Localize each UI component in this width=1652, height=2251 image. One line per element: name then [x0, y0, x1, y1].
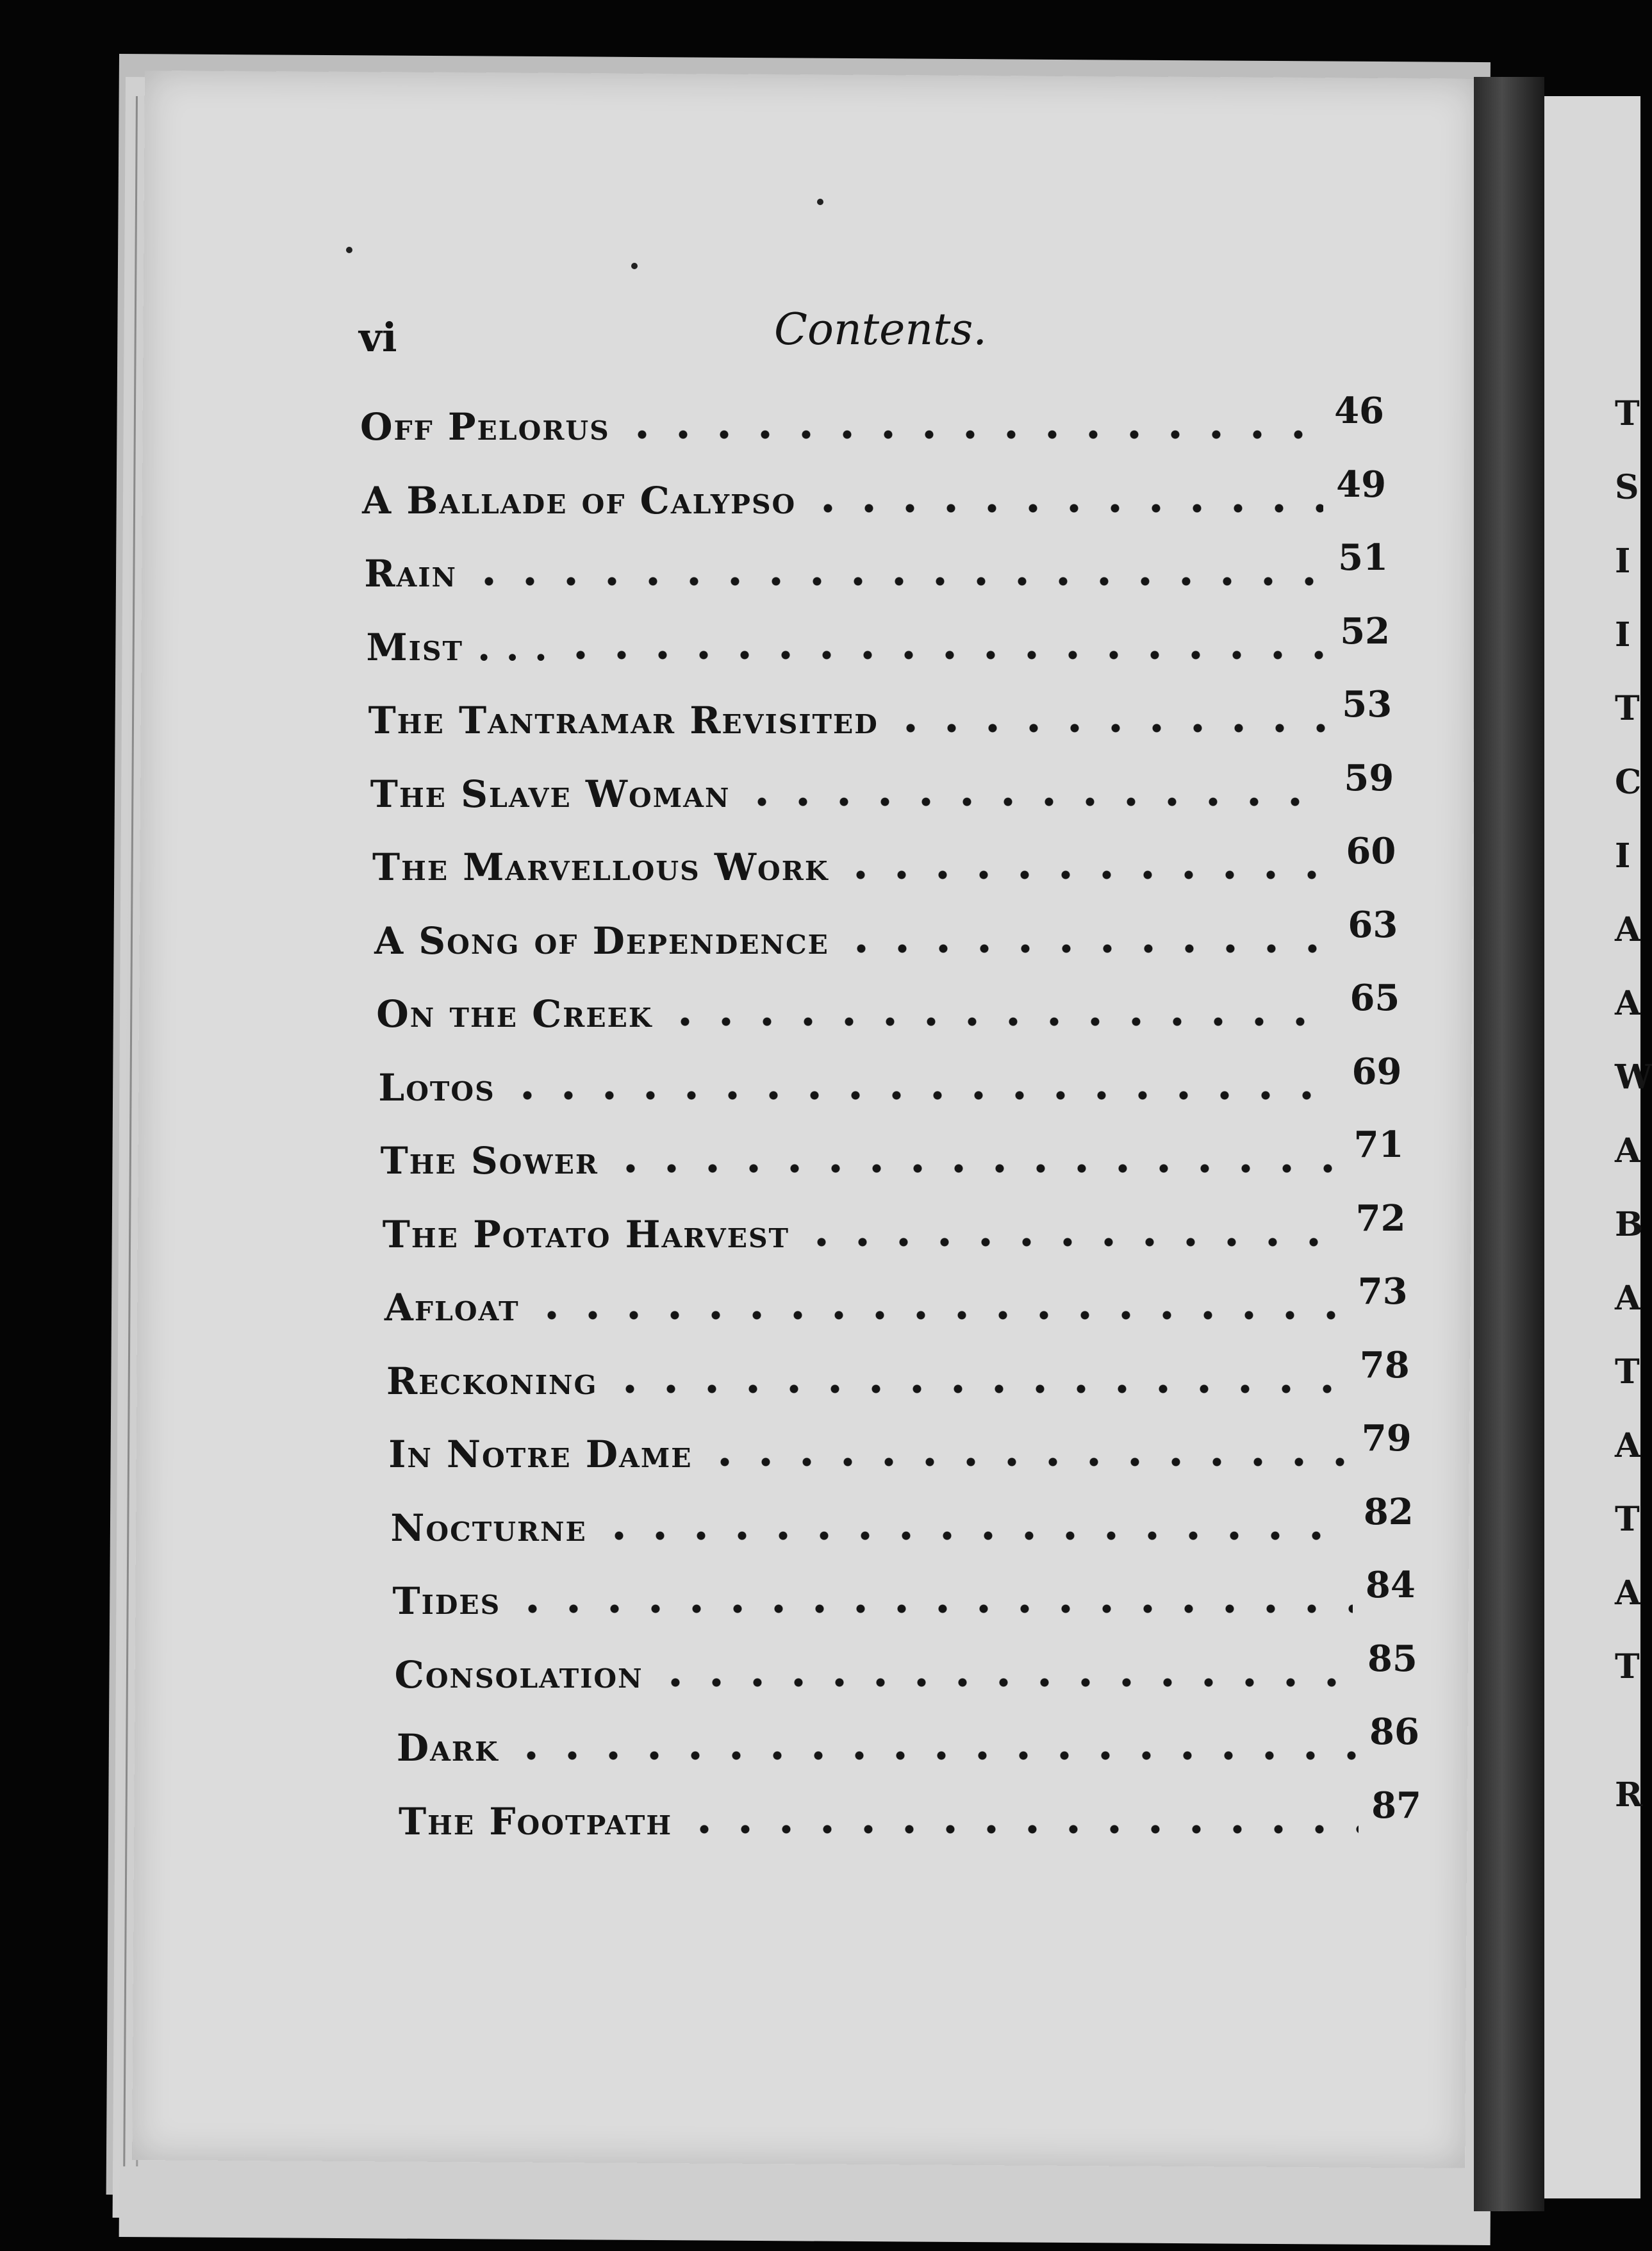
dot-leader	[840, 868, 1333, 881]
facing-page-letter: I	[1615, 615, 1631, 654]
toc-entry-title: The Marvellous Work	[372, 845, 829, 889]
facing-page-letter: I	[1615, 836, 1631, 876]
toc-entry-title: Consolation	[394, 1652, 643, 1697]
toc-entry-title: A Ballade of Calypso	[362, 478, 797, 522]
toc-entry-title: The Footpath	[399, 1799, 673, 1843]
dot-leader	[665, 1015, 1337, 1028]
toc-entry-page-number: 51	[1338, 536, 1389, 579]
toc-entry-title: The Potato Harvest	[382, 1212, 790, 1256]
dot-leader	[609, 1383, 1347, 1395]
dot-leader	[507, 1089, 1339, 1102]
facing-page-letter: T	[1615, 1352, 1640, 1391]
facing-page-letter: A	[1615, 1426, 1641, 1465]
facing-page-letter: I	[1615, 542, 1631, 581]
facing-page-letter: C	[1615, 763, 1642, 802]
page-folio: vi	[359, 314, 397, 361]
toc-entry-title: In Notre Dame	[388, 1433, 693, 1476]
facing-page-letter: R	[1615, 1775, 1643, 1815]
dot-leader	[807, 502, 1323, 515]
toc-entry-page-number: 46	[1334, 390, 1384, 432]
toc-entry-title: Dark	[396, 1726, 499, 1770]
dot-leader	[655, 1676, 1355, 1689]
toc-entry-title: Tides	[392, 1579, 501, 1623]
toc-entry	[360, 390, 1384, 449]
toc-entry	[374, 903, 1398, 963]
toc-entry	[382, 1197, 1406, 1256]
toc-entry	[384, 1270, 1408, 1329]
toc-entry-page-number: 86	[1369, 1711, 1419, 1753]
facing-page-letter: B	[1615, 1205, 1643, 1244]
toc-entry-page-number: 72	[1355, 1197, 1406, 1240]
toc-entry-title: Rain	[364, 552, 457, 595]
toc-entry-page-number: 71	[1353, 1124, 1404, 1166]
facing-page-letter: W	[1615, 1058, 1652, 1097]
toc-entry	[388, 1417, 1412, 1476]
toc-entry	[386, 1343, 1410, 1403]
toc-entry-page-number: 85	[1367, 1637, 1417, 1680]
dot-leader	[684, 1823, 1359, 1836]
toc-entry-title: Nocturne	[390, 1506, 587, 1550]
toc-entry-page-number: 65	[1350, 977, 1400, 1019]
facing-page-letter: T	[1615, 689, 1640, 728]
toc-entry-page-number: 82	[1363, 1490, 1414, 1533]
dot-leader	[704, 1456, 1349, 1468]
toc-entry	[376, 977, 1400, 1036]
toc-entry	[364, 536, 1389, 595]
toc-entry-page-number: 84	[1365, 1564, 1416, 1606]
toc-entry-page-number: 60	[1346, 830, 1396, 872]
dot-leader	[599, 1529, 1351, 1542]
facing-page-letter: T	[1615, 1647, 1640, 1686]
toc-entry	[380, 1124, 1404, 1183]
facing-page-letter: A	[1615, 1131, 1641, 1170]
facing-page-letter: T	[1615, 394, 1640, 433]
toc-entry-title: The Sower	[380, 1139, 599, 1183]
toc-entry-page-number: 78	[1359, 1343, 1410, 1386]
dot-leader	[512, 1602, 1353, 1615]
toc-entry	[396, 1711, 1419, 1770]
dot-leader	[560, 649, 1327, 661]
running-title: Contents.	[774, 304, 987, 355]
toc-entry-title: A Song of Dependence	[374, 918, 829, 963]
toc-entry	[392, 1564, 1416, 1623]
dot-leader	[511, 1749, 1357, 1762]
dot-leader	[468, 575, 1325, 588]
dot-leader	[741, 795, 1331, 808]
toc-entry	[390, 1490, 1414, 1550]
toc-entry	[370, 756, 1394, 816]
toc-entry-title: Off Pelorus	[360, 405, 610, 449]
dot-leader	[610, 1162, 1341, 1175]
toc-entry-page-number: 87	[1371, 1784, 1421, 1827]
toc-entry-title: Mist . . .	[366, 625, 549, 669]
toc-entry-page-number: 59	[1344, 756, 1394, 799]
toc-entry-page-number: 53	[1342, 683, 1392, 726]
facing-page-letter: A	[1615, 910, 1641, 949]
toc-entry	[378, 1050, 1402, 1109]
facing-page-letter: A	[1615, 984, 1641, 1023]
dot-leader	[841, 942, 1335, 955]
dot-leader	[890, 722, 1329, 735]
facing-page-letter: A	[1615, 1279, 1641, 1318]
toc-entry	[362, 463, 1387, 522]
toc-entry	[368, 683, 1392, 742]
toc-entry-page-number: 49	[1336, 463, 1387, 506]
toc-entry	[399, 1784, 1421, 1843]
toc-entry-page-number: 69	[1351, 1050, 1402, 1093]
toc-entry	[394, 1637, 1417, 1697]
dot-leader	[622, 428, 1321, 441]
toc-entry-title: Lotos	[378, 1065, 495, 1109]
toc-entry-title: On the Creek	[376, 992, 653, 1036]
toc-entry-title: Afloat	[384, 1286, 520, 1329]
facing-page-letter: S	[1615, 468, 1639, 507]
dot-leader	[531, 1309, 1345, 1322]
toc-entry	[372, 830, 1396, 889]
toc-entry-page-number: 79	[1361, 1417, 1412, 1459]
facing-page-letter: A	[1615, 1574, 1641, 1613]
toc-entry-title: The Tantramar Revisited	[368, 699, 879, 742]
toc-entry-page-number: 73	[1357, 1270, 1408, 1313]
toc-entry-page-number: 52	[1340, 610, 1391, 652]
toc-entry-title: The Slave Woman	[370, 772, 731, 816]
facing-page-letter: T	[1615, 1500, 1640, 1539]
toc-entry-page-number: 63	[1348, 903, 1398, 946]
dot-leader	[801, 1236, 1343, 1249]
toc-entry	[366, 610, 1391, 669]
toc-entry-title: Reckoning	[386, 1359, 598, 1403]
